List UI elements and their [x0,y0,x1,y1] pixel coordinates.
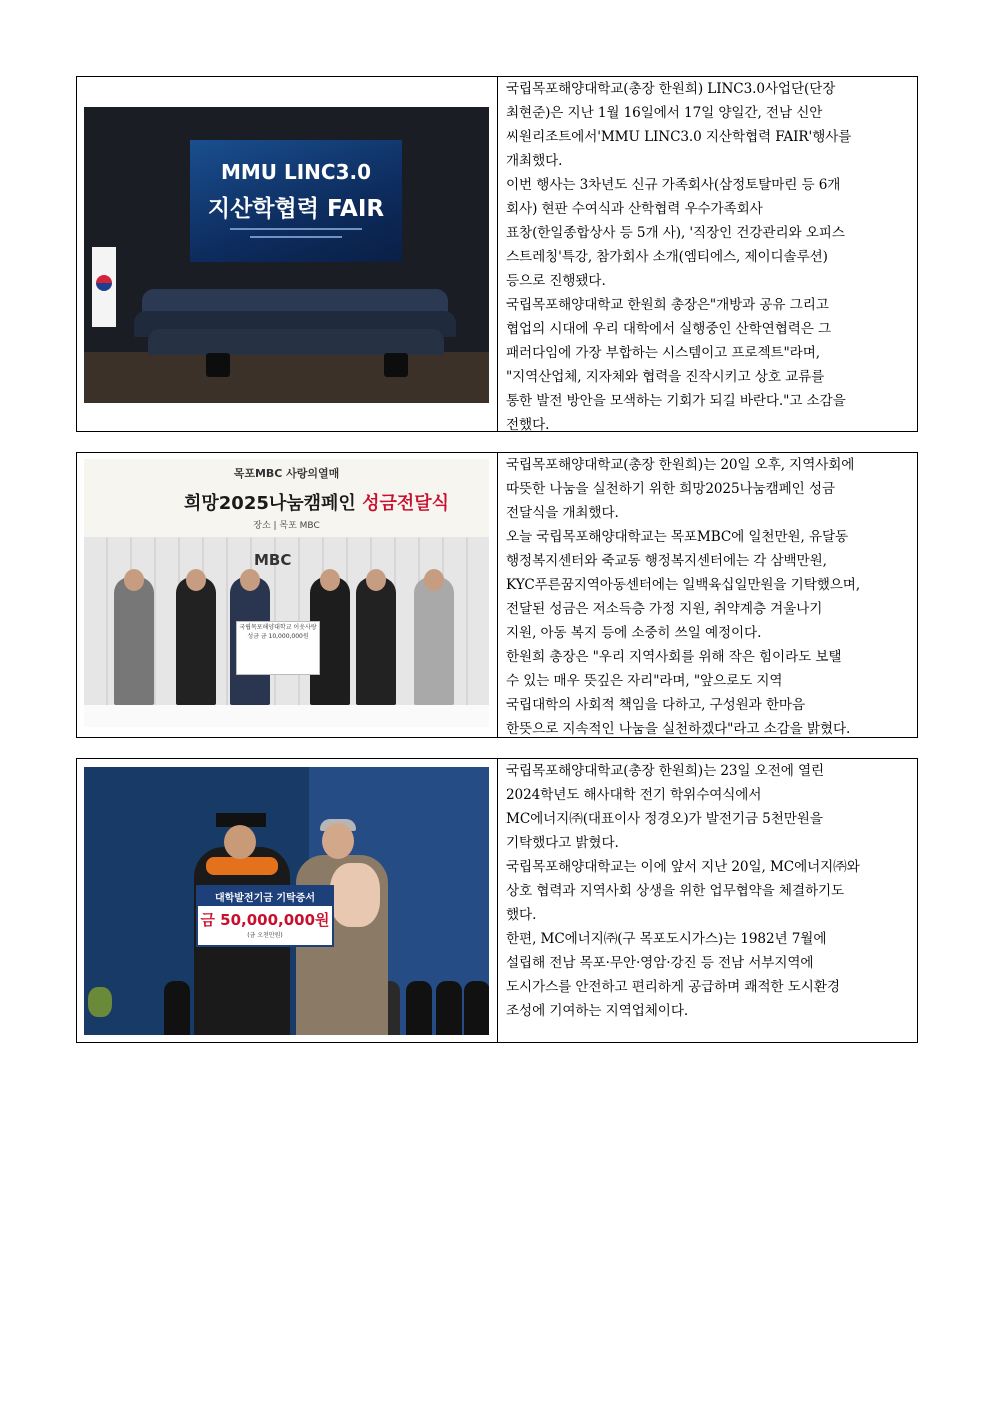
news-entry-2 [76,452,918,738]
event-photo-donation-ceremony [84,459,489,727]
event-banner [84,459,489,537]
certificate-title: 대학발전기금 기탁증서 [198,887,332,906]
screen-title-line2: 지산학협력 FAIR [207,196,385,222]
donation-board: 국립목포해양대학교 이웃사랑 성금 금 10,000,000원 [236,621,320,675]
certificate-note: (금 오천만원) [247,932,283,939]
certificate-amount: 금 50,000,000원 [200,911,330,929]
stage-floor [84,705,489,727]
wall-logo: MBC [254,551,292,569]
stage-floor [84,352,489,403]
stage-screen [190,140,402,262]
group-front-row [148,329,444,355]
article-text: 국립목포해양대학교(총장 한원희)는 23일 오전에 열린 2024학년도 해사대학 전기 학위수여식에서 MC에너지㈜(대표이사 정경오)가 발전기금 5천만원을 기탁했다고 밝혔다. 국립목포해양대학교는 이에 앞서 지난 20일, MC에너지㈜와 상호 협력과 지역사회 상생을 위한 업무협약을 체결하기도 했다. 한편, MC에너지㈜(구 목포도시가스)는 1982년 7월에 설립해 전남 목포·무안·영암·강진 등 전남 서부지역에 도시가스를 안전하고 편리하게 공급하며 쾌적한 도시환경 조성에 기여하는 지역업체이다. [506,763,860,1019]
speaker-icon [206,353,230,377]
event-photo-fund-donation [84,767,489,1035]
news-entry-1 [76,76,918,432]
photo-cell [77,453,498,737]
flower-pot-icon [88,987,112,1017]
speaker-icon [384,353,408,377]
banner-title: 희망2025나눔캠페인 성금전달식 [184,493,450,514]
event-photo-linc-fair [84,107,489,403]
photo-cell [77,77,498,431]
korean-flag-icon [92,247,116,327]
donation-certificate [196,885,334,947]
photo-cell [77,759,498,1042]
flower-bouquet-icon [330,863,380,927]
screen-title-line1: MMU LINC3.0 [220,160,372,184]
news-entry-3 [76,758,918,1043]
article-text: 국립목포해양대학교(총장 한원희) LINC3.0사업단(단장 최현준)은 지난 1월 16일에서 17일 양일간, 전남 신안 씨원리조트에서'MMU LINC3.0 지산학협력 FAIR'행사를 개최했다. 이번 행사는 3차년도 신규 가족회사(삼정토탈마린 등 6개 회사) 현판 수여식과 산학협력 우수가족회사 표창(한일종합상사 등 5개 사), '직장인 건강관리와 오피스 스트레칭'특강, 참가회사 소개(엠티에스, 제이디솔루션) 등으로 진행됐다. 국립목포해양대학교 한원희 총장은"개방과 공유 그리고 협업의 시대에 우리 대학에서 실행중인 산학연협력은 그 패러다임에 가장 부합하는 시스템이고 프로젝트"라며, "지역산업체, 지자체와 협력을 진작시키고 상호 교류를 통한 발전 방안을 모색하는 기회가 되길 바란다."고 소감을 전했다. [506,81,852,433]
banner-sponsors: 목포MBC 사랑의열매 [233,467,340,480]
banner-place: 장소 | 목포 MBC [253,521,320,531]
article-text: 국립목포해양대학교(총장 한원희)는 20일 오후, 지역사회에 따뜻한 나눔을 실천하기 위한 희망2025나눔캠페인 성금 전달식을 개최했다. 오늘 국립목포해양대학교는 목포MBC에 일천만원, 유달동 행정복지센터와 죽교동 행정복지센터에는 각 삼백만원, KYC푸른꿈지역아동센터에는 일백육십일만원을 기탁했으며, 전달된 성금은 저소득층 가정 지원, 취약계층 겨울나기 지원, 아동 복지 등에 소중히 쓰일 예정이다. 한원희 총장은 "우리 지역사회를 위해 작은 힘이라도 보탤 수 있는 매우 뜻깊은 자리"라며, "앞으로도 지역 국립대학의 사회적 책임을 다하고, 구성원과 한마음 한뜻으로 지속적인 나눔을 실천하겠다"라고 소감을 밝혔다. [506,457,861,737]
